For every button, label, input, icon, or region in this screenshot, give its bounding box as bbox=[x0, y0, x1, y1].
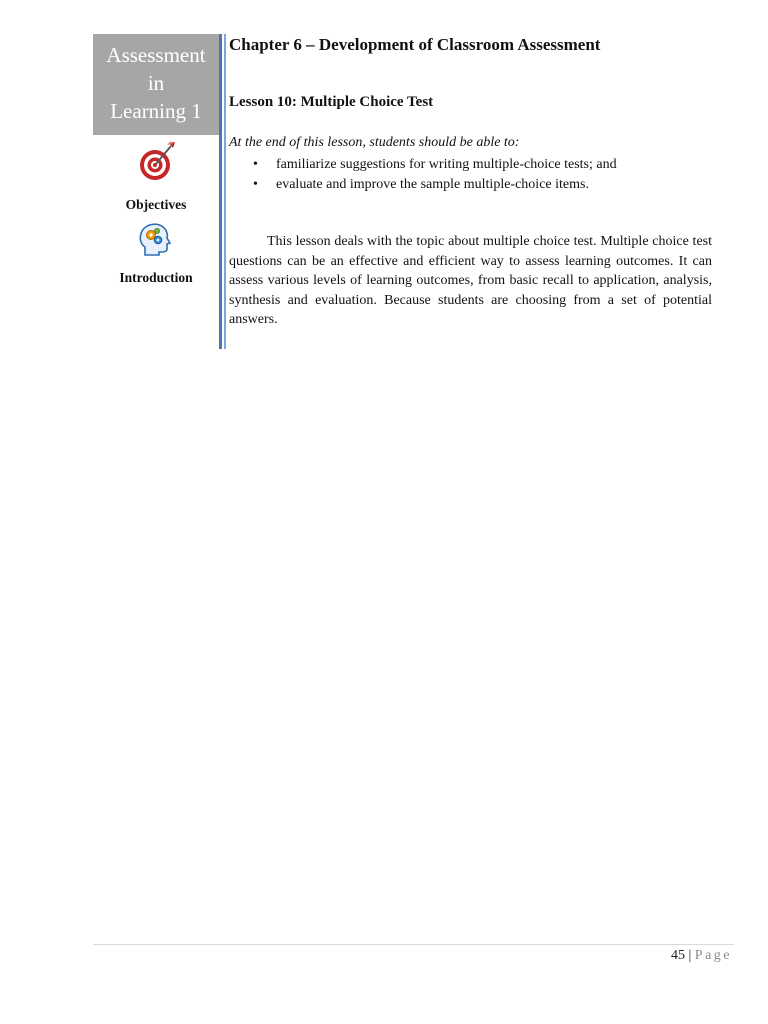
book-title-line-1: Assessment bbox=[106, 43, 206, 67]
footer-divider bbox=[93, 944, 734, 945]
book-title-line-2: in bbox=[147, 71, 165, 95]
introduction-paragraph: This lesson deals with the topic about multiple choice test. Multiple choice test questions can be an effective and efficient way to assess learning outcomes. It can assess various levels of learning outcomes, from basic recall to application, analysis, synthesis and evaluation. Because students are choosing from a set of potential answers. bbox=[229, 234, 712, 327]
chapter-title: Chapter 6 – Development of Classroom Assessment bbox=[229, 35, 601, 54]
footer-separator: | bbox=[688, 948, 692, 963]
introduction-label: Introduction bbox=[119, 270, 193, 285]
book-title-line-3: Learning 1 bbox=[110, 99, 202, 123]
book-title-box bbox=[93, 34, 219, 135]
page-number: 45 bbox=[670, 948, 685, 963]
head-gears-icon bbox=[137, 221, 173, 257]
objectives-label: Objectives bbox=[125, 197, 187, 212]
vertical-divider-secondary bbox=[224, 34, 226, 349]
target-icon bbox=[138, 140, 176, 182]
objectives-intro: At the end of this lesson, students should be able to: bbox=[229, 135, 520, 150]
objective-item: • evaluate and improve the sample multiple-choice items. bbox=[229, 175, 617, 195]
page-word: Page bbox=[694, 948, 732, 963]
objective-item: • familiarize suggestions for writing multiple-choice tests; and bbox=[229, 155, 617, 175]
page-footer bbox=[671, 948, 732, 964]
lesson-title: Lesson 10: Multiple Choice Test bbox=[229, 94, 434, 110]
lesson-content bbox=[229, 34, 712, 327]
objectives-list bbox=[229, 155, 617, 195]
vertical-divider bbox=[219, 34, 222, 349]
